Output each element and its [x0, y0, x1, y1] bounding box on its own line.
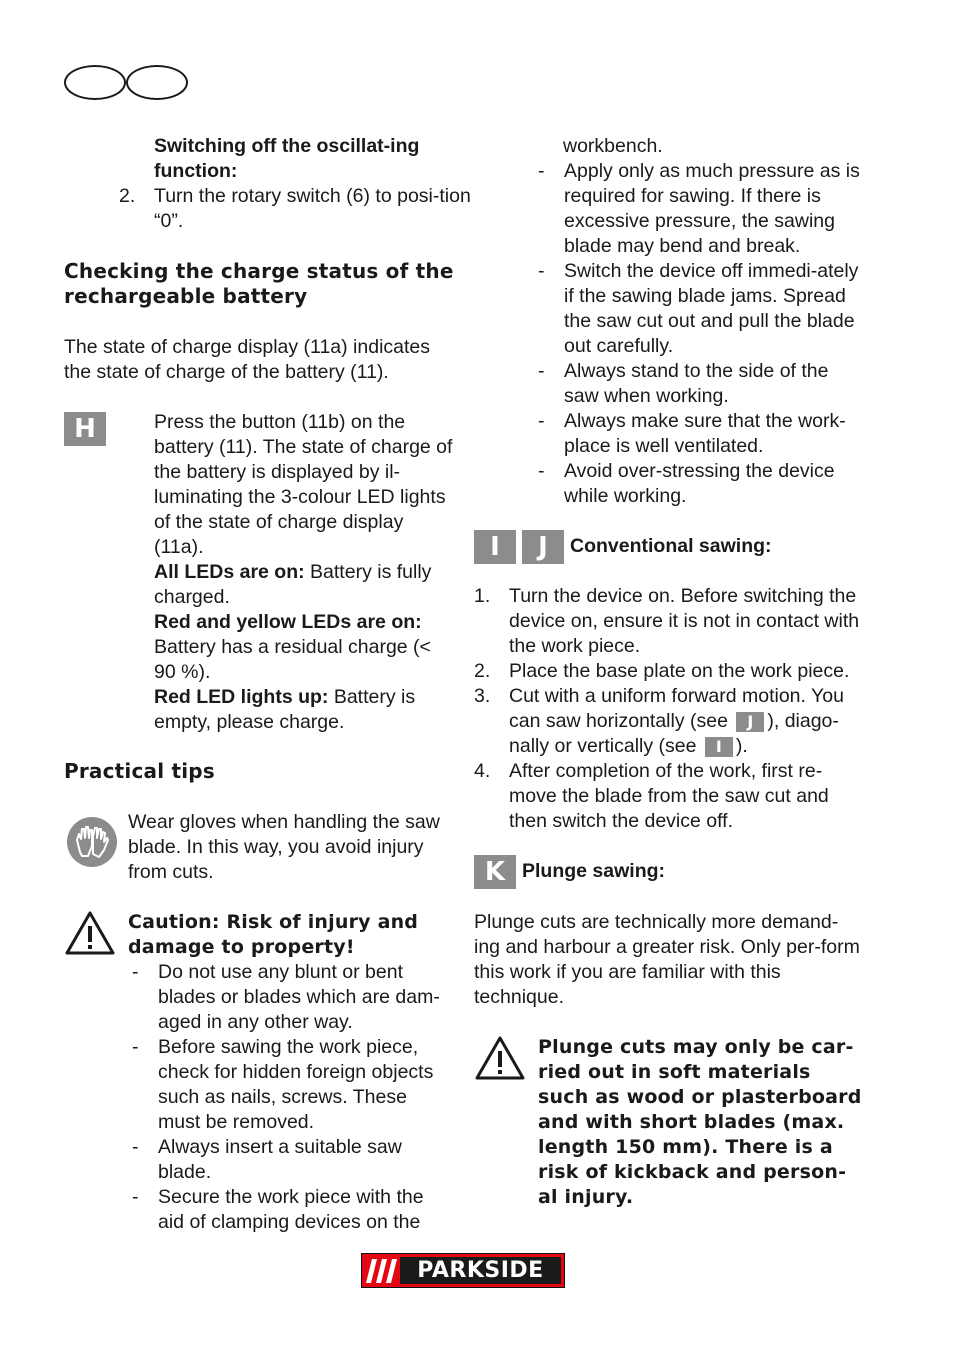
- charge-intro: The state of charge display (11a) indicates the state of charge of the battery (11).: [64, 336, 431, 383]
- list-item: - Always insert a suitable saw blade.: [132, 1136, 402, 1183]
- list-item-text: Do not use any blunt or bent blades or blades which are dam-aged in any other way.: [158, 961, 440, 1033]
- step-text: Turn the rotary switch (6) to posi-tion “0”.: [154, 185, 471, 232]
- list-item-text: Avoid over-stressing the device while working.: [564, 460, 835, 507]
- list-item-text: Always make sure that the work-place is well ventilated.: [564, 410, 846, 457]
- list-item: - Avoid over-stressing the device while working.: [538, 460, 835, 507]
- plunge-warning: Plunge cuts may only be car-ried out in soft materials such as wood or plasterboard and with short blades (max. length 150 mm). There is a risk of kickback and person-al injury.: [538, 1036, 862, 1208]
- charge-text: Press the button (11b) on the battery (11). The state of charge of the battery is displayed by il-luminating the 3-colour LED lights of the state of charge display (11a).: [154, 411, 453, 558]
- list-item: [474, 584, 860, 659]
- parkside-logo: [361, 1253, 565, 1288]
- step-text: Place the base plate on the work piece.: [509, 660, 850, 682]
- list-item: - Secure the work piece with the aid of clamping devices on the: [132, 1186, 424, 1233]
- charge-status-heading: Checking the charge status of the rechargeable battery: [64, 259, 454, 308]
- all-leds-line: [154, 560, 454, 610]
- conventional-sawing-heading: Conventional sawing:: [570, 535, 772, 557]
- step-number: 4.: [474, 760, 491, 782]
- list-item-text: Secure the work piece with the aid of clamping devices on the: [158, 1186, 424, 1233]
- list-item: - Always make sure that the work-place is well ventilated.: [538, 410, 846, 457]
- logo-text: PARKSIDE: [400, 1257, 561, 1284]
- step-number: 2.: [474, 660, 491, 682]
- step-number: 1.: [474, 585, 491, 607]
- red-yellow-text: Battery has a residual charge (< 90 %).: [154, 636, 431, 683]
- list-item: [474, 659, 860, 684]
- list-item: - Apply only as much pressure as is required for sawing. If there is excessive pressure, the sawing blade may bend and break.: [538, 160, 860, 257]
- caution-heading: Caution: Risk of injury and damage to property!: [128, 911, 419, 958]
- plunge-sawing-heading: Plunge sawing:: [522, 860, 666, 882]
- plunge-intro: Plunge cuts are technically more demand-ing and harbour a greater risk. Only per-form this work if you are familiar with this technique.: [474, 911, 860, 1008]
- switch-off-heading: Switching off the oscillat-ing function:: [154, 135, 420, 182]
- red-yellow-label: Red and yellow LEDs are on:: [154, 611, 422, 633]
- conventional-steps: [474, 584, 860, 834]
- list-item-text: Always stand to the side of the saw when working.: [564, 360, 829, 407]
- language-oval-right: [126, 65, 188, 100]
- switch-off-step: [119, 184, 489, 234]
- warning-icon: [64, 910, 116, 956]
- list-item-text: Switch the device off immedi-ately if the sawing blade jams. Spread the saw cut out and pull the blade out carefully.: [564, 260, 859, 357]
- logo-stripes-icon: [366, 1259, 398, 1283]
- list-item-text: Always insert a suitable saw blade.: [158, 1136, 402, 1183]
- all-leds-label: All LEDs are on:: [154, 561, 305, 583]
- list-item: [474, 684, 860, 759]
- list-item: - Before sawing the work piece, check for hidden foreign objects such as nails, screws. These must be removed.: [132, 1036, 434, 1133]
- practical-tips-heading: Practical tips: [64, 759, 215, 783]
- step-number: 3.: [474, 685, 491, 707]
- step-text: After completion of the work, first re-move the blade from the saw cut and then switch the device off.: [509, 760, 829, 832]
- all-leds-text: Battery is fully charged.: [154, 561, 432, 608]
- red-label: Red LED lights up:: [154, 686, 329, 708]
- gloves-tip: Wear gloves when handling the saw blade. In this way, you avoid injury from cuts.: [128, 811, 440, 883]
- list-item: - Always stand to the side of the saw when working.: [538, 360, 829, 407]
- figure-k-badge: K: [474, 855, 516, 889]
- figure-i-inline-badge: I: [705, 737, 733, 757]
- figure-h-badge: H: [64, 412, 106, 446]
- step-text: ).: [735, 735, 748, 757]
- figure-j-inline-badge: J: [736, 712, 764, 732]
- figure-i-badge: I: [474, 530, 516, 564]
- gloves-icon: [66, 816, 118, 868]
- step-text: Cut with a uniform forward motion. You can saw horizontally (see: [509, 685, 844, 732]
- tips-list: [538, 159, 860, 509]
- list-item: - Switch the device off immedi-ately if the sawing blade jams. Spread the saw cut out and pull the blade out carefully.: [538, 260, 859, 357]
- list-item: - Do not use any blunt or bent blades or blades which are dam-aged in any other way.: [132, 961, 440, 1033]
- list-item-text: Before sawing the work piece, check for hidden foreign objects such as nails, screws. These must be removed.: [158, 1036, 434, 1133]
- continued-text: workbench.: [563, 135, 663, 157]
- list-item-text: Apply only as much pressure as is required for sawing. If there is excessive pressure, the sawing blade may bend and break.: [564, 160, 860, 257]
- red-text: Battery is empty, please charge.: [154, 686, 416, 733]
- language-oval-left: [64, 65, 126, 100]
- caution-block: [128, 910, 454, 1235]
- step-text: ), diago-nally or vertically (see: [509, 710, 839, 757]
- list-item: [474, 759, 860, 834]
- step-text: Turn the device on. Before switching the device on, ensure it is not in contact with the work piece.: [509, 585, 860, 657]
- red-line: [154, 685, 454, 735]
- figure-j-badge: J: [522, 530, 564, 564]
- step-number: 2.: [119, 185, 136, 207]
- red-yellow-line: [154, 610, 454, 685]
- warning-icon: [474, 1035, 526, 1081]
- charge-display-description: [154, 410, 454, 735]
